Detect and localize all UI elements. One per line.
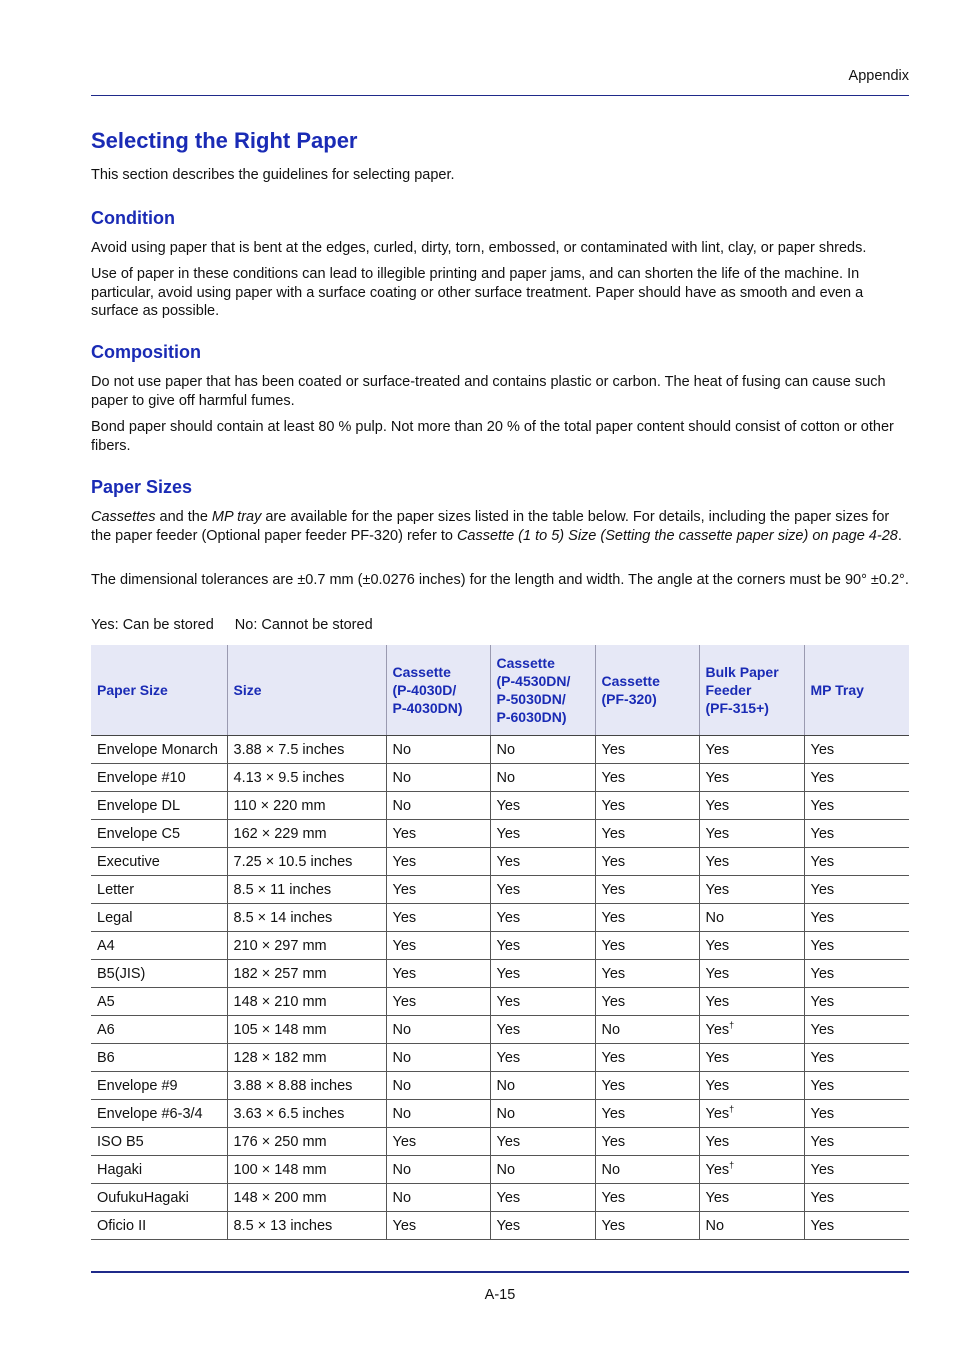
table-cell: 8.5 × 14 inches	[227, 904, 386, 932]
table-cell: 100 × 148 mm	[227, 1156, 386, 1184]
table-header-line: (PF-315+)	[705, 700, 769, 716]
table-cell: A6	[91, 1016, 227, 1044]
table-cell: Oficio II	[91, 1212, 227, 1240]
composition-paragraph-2: Bond paper should contain at least 80 % pulp. Not more than 20 % of the total paper content should consist of cotton or other fibers.	[91, 419, 894, 454]
table-cell: No	[699, 904, 804, 932]
table-cell: Yes	[490, 1184, 595, 1212]
table-cell: Legal	[91, 904, 227, 932]
table-cell: Executive	[91, 848, 227, 876]
table-cell: No	[699, 1212, 804, 1240]
table-header-line: (PF-320)	[601, 691, 657, 707]
table-cell: Yes	[699, 848, 804, 876]
header-rule	[91, 95, 909, 96]
table-cell: No	[490, 1072, 595, 1100]
footnote-dagger: †	[729, 1103, 735, 1114]
table-cell: Yes	[386, 988, 490, 1016]
table-cell: Yes	[804, 1044, 909, 1072]
composition-heading: Composition	[91, 342, 201, 362]
table-cell: B6	[91, 1044, 227, 1072]
table-cell: Yes	[804, 1128, 909, 1156]
table-cell: Yes	[699, 932, 804, 960]
table-cell: Yes	[386, 876, 490, 904]
table-cell: Yes	[595, 932, 699, 960]
table-cell: Yes	[595, 1044, 699, 1072]
intro-text: This section describes the guidelines for selecting paper.	[91, 167, 455, 183]
table-header-cell	[699, 645, 804, 736]
table-cell: Yes	[804, 1184, 909, 1212]
table-cell: 105 × 148 mm	[227, 1016, 386, 1044]
table-cell: Yes	[804, 820, 909, 848]
table-row	[91, 848, 909, 876]
cassettes-term: Cassettes	[91, 509, 156, 525]
table-cell: Yes	[804, 1016, 909, 1044]
table-header-cell	[490, 645, 595, 736]
table-cell: Yes	[490, 988, 595, 1016]
table-cell: 210 × 297 mm	[227, 932, 386, 960]
table-cell: Yes	[490, 848, 595, 876]
paper-sizes-table	[91, 645, 909, 1240]
table-cell: Yes	[386, 904, 490, 932]
table-cell: 162 × 229 mm	[227, 820, 386, 848]
table-cell: OufukuHagaki	[91, 1184, 227, 1212]
table-cell: Yes	[804, 1212, 909, 1240]
table-cell: Yes	[490, 1044, 595, 1072]
table-cell: Hagaki	[91, 1156, 227, 1184]
table-cell: Yes	[699, 876, 804, 904]
table-header-line: P-4030DN)	[392, 700, 463, 716]
table-cell: B5(JIS)	[91, 960, 227, 988]
table-header-row	[91, 645, 909, 736]
table-header-line: (P-4030D/	[392, 682, 457, 698]
table-cell: Yes†	[699, 1156, 804, 1184]
table-cell: ISO B5	[91, 1128, 227, 1156]
table-cell: No	[386, 1184, 490, 1212]
table-cell: Yes	[595, 792, 699, 820]
table-cell: No	[386, 736, 490, 764]
cross-reference: Cassette (1 to 5) Size (Setting the cassette paper size) on page 4-28	[456, 527, 898, 544]
table-cell: Yes	[595, 736, 699, 764]
legend-line	[91, 616, 909, 635]
running-header: Appendix	[848, 68, 909, 84]
legend-no: No: Cannot be stored	[234, 617, 373, 633]
table-cell: Yes	[804, 736, 909, 764]
table-header-line: Paper Size	[97, 682, 168, 698]
table-cell: 128 × 182 mm	[227, 1044, 386, 1072]
table-cell: Yes	[386, 1128, 490, 1156]
table-cell: Yes	[804, 988, 909, 1016]
condition-heading: Condition	[91, 208, 175, 228]
paper-sizes-text: and the	[155, 509, 212, 525]
table-header-line: (P-4530DN/	[496, 673, 571, 689]
table-row	[91, 1156, 909, 1184]
table-row	[91, 736, 909, 764]
table-cell: No	[386, 1072, 490, 1100]
table-cell: Yes	[804, 1072, 909, 1100]
table-cell: No	[386, 1156, 490, 1184]
table-cell: Yes	[595, 848, 699, 876]
table-row	[91, 764, 909, 792]
table-cell: 7.25 × 10.5 inches	[227, 848, 386, 876]
footer-rule	[91, 1271, 909, 1273]
table-cell: Yes	[595, 1212, 699, 1240]
table-row	[91, 1184, 909, 1212]
table-cell: Yes	[804, 932, 909, 960]
table-header-line: Cassette	[496, 655, 555, 671]
table-row	[91, 904, 909, 932]
table-cell: Yes	[386, 848, 490, 876]
table-cell: No	[490, 1156, 595, 1184]
paper-sizes-paragraph-1	[91, 508, 909, 545]
table-header-line: P-6030DN)	[496, 709, 567, 725]
table-cell: 3.63 × 6.5 inches	[227, 1100, 386, 1128]
table-cell: Yes	[699, 1044, 804, 1072]
table-cell: Yes	[386, 932, 490, 960]
table-cell: Envelope Monarch	[91, 736, 227, 764]
table-header-cell	[595, 645, 699, 736]
table-cell: No	[490, 764, 595, 792]
table-header-cell	[386, 645, 490, 736]
table-cell: Yes	[595, 1100, 699, 1128]
table-cell: Letter	[91, 876, 227, 904]
table-cell: A5	[91, 988, 227, 1016]
table-cell: Yes	[804, 904, 909, 932]
paper-sizes-text: are available for the paper sizes listed in the table below. For details, including the paper sizes for the paper feeder (Optional paper feeder PF-320) refer to	[91, 509, 890, 544]
table-cell: Yes	[699, 988, 804, 1016]
table-row	[91, 1128, 909, 1156]
table-cell: 3.88 × 7.5 inches	[227, 736, 386, 764]
table-cell: No	[490, 1100, 595, 1128]
table-header-line: Cassette	[392, 664, 451, 680]
table-cell: Yes	[490, 792, 595, 820]
table-header-line: Cassette	[601, 673, 660, 689]
table-cell: Yes	[699, 960, 804, 988]
table-cell: A4	[91, 932, 227, 960]
table-header-line: Bulk Paper	[705, 664, 779, 680]
table-body	[91, 736, 909, 1240]
table-cell: 176 × 250 mm	[227, 1128, 386, 1156]
table-cell: Yes	[804, 848, 909, 876]
table-row	[91, 1072, 909, 1100]
composition-paragraph-1: Do not use paper that has been coated or surface-treated and contains plastic or carbon. The heat of fusing can cause such paper to give off harmful fumes.	[91, 374, 886, 409]
table-cell: Yes	[490, 960, 595, 988]
table-cell: Yes	[595, 1184, 699, 1212]
table-cell: Yes	[490, 876, 595, 904]
table-cell: Yes	[699, 820, 804, 848]
table-row	[91, 988, 909, 1016]
table-cell: Yes	[595, 988, 699, 1016]
table-cell: Yes	[804, 1156, 909, 1184]
table-cell: 182 × 257 mm	[227, 960, 386, 988]
condition-paragraph-2: Use of paper in these conditions can lead to illegible printing and paper jams, and can shorten the life of the machine. In particular, avoid using paper with a surface coating or other surface treatment. Paper should have as smooth and even a surface as possible.	[91, 266, 864, 319]
table-row	[91, 876, 909, 904]
table-cell: 148 × 200 mm	[227, 1184, 386, 1212]
table-cell: Yes	[699, 1072, 804, 1100]
table-cell: Yes	[699, 792, 804, 820]
page-title: Selecting the Right Paper	[91, 128, 358, 153]
table-cell: Yes	[595, 820, 699, 848]
table-cell: 148 × 210 mm	[227, 988, 386, 1016]
table-cell: Yes	[804, 764, 909, 792]
table-cell: No	[595, 1156, 699, 1184]
table-row	[91, 1100, 909, 1128]
table-cell: 110 × 220 mm	[227, 792, 386, 820]
table-cell: Yes	[490, 820, 595, 848]
table-row	[91, 1212, 909, 1240]
table-header-cell	[91, 645, 227, 736]
table-cell: No	[386, 1044, 490, 1072]
table-cell: Envelope DL	[91, 792, 227, 820]
table-cell: Envelope #10	[91, 764, 227, 792]
table-cell: Yes	[804, 1100, 909, 1128]
table-cell: Yes	[595, 904, 699, 932]
table-cell: Yes	[595, 876, 699, 904]
table-cell: No	[386, 1100, 490, 1128]
table-cell: Yes	[804, 792, 909, 820]
table-cell: Yes†	[699, 1016, 804, 1044]
table-cell: No	[386, 764, 490, 792]
mp-tray-term: MP tray	[211, 509, 262, 525]
paper-sizes-text: .	[897, 527, 902, 544]
table-cell: 4.13 × 9.5 inches	[227, 764, 386, 792]
table-cell: Yes	[386, 820, 490, 848]
table-header-cell	[227, 645, 386, 736]
table-cell: Yes	[595, 764, 699, 792]
table-cell: Yes	[595, 960, 699, 988]
table-row	[91, 960, 909, 988]
footnote-dagger: †	[729, 1019, 735, 1030]
table-cell: No	[386, 1016, 490, 1044]
table-cell: Yes	[804, 960, 909, 988]
table-cell: Yes	[699, 764, 804, 792]
table-row	[91, 932, 909, 960]
table-cell: Yes	[490, 904, 595, 932]
table-header-line: Size	[233, 682, 262, 698]
table-cell: Yes	[490, 1212, 595, 1240]
table-cell: Yes	[804, 876, 909, 904]
table-header-line: P-5030DN/	[496, 691, 566, 707]
legend-yes: Yes: Can be stored	[91, 617, 214, 633]
table-cell: Yes	[699, 736, 804, 764]
table-cell: Yes	[490, 932, 595, 960]
table-row	[91, 820, 909, 848]
table-cell: 3.88 × 8.88 inches	[227, 1072, 386, 1100]
table-cell: Yes†	[699, 1100, 804, 1128]
table-row	[91, 1016, 909, 1044]
table-cell: Yes	[490, 1128, 595, 1156]
table-cell: Envelope #6-3/4	[91, 1100, 227, 1128]
table-cell: 8.5 × 13 inches	[227, 1212, 386, 1240]
table-cell: Yes	[490, 1016, 595, 1044]
table-row	[91, 1044, 909, 1072]
condition-paragraph-1: Avoid using paper that is bent at the edges, curled, dirty, torn, embossed, or contaminated with lint, clay, or paper shreds.	[91, 240, 867, 256]
page-number: A-15	[484, 1287, 516, 1303]
table-cell: Yes	[699, 1184, 804, 1212]
table-header-line: MP Tray	[810, 682, 864, 698]
table-cell: No	[490, 736, 595, 764]
table-cell: 8.5 × 11 inches	[227, 876, 386, 904]
table-cell: Yes	[595, 1072, 699, 1100]
paper-sizes-heading: Paper Sizes	[91, 477, 193, 497]
table-cell: Envelope #9	[91, 1072, 227, 1100]
table-cell: Envelope C5	[91, 820, 227, 848]
table-header-line: Feeder	[705, 682, 752, 698]
table-cell: Yes	[386, 960, 490, 988]
paper-sizes-paragraph-2: The dimensional tolerances are ±0.7 mm (±0.0276 inches) for the length and width. The angle at the corners must be 90° ±0.2°.	[91, 572, 909, 588]
table-cell: Yes	[595, 1128, 699, 1156]
footnote-dagger: †	[729, 1159, 735, 1170]
table-cell: No	[595, 1016, 699, 1044]
table-row	[91, 792, 909, 820]
table-cell: Yes	[386, 1212, 490, 1240]
table-cell: Yes	[699, 1128, 804, 1156]
table-cell: No	[386, 792, 490, 820]
table-header-cell	[804, 645, 909, 736]
